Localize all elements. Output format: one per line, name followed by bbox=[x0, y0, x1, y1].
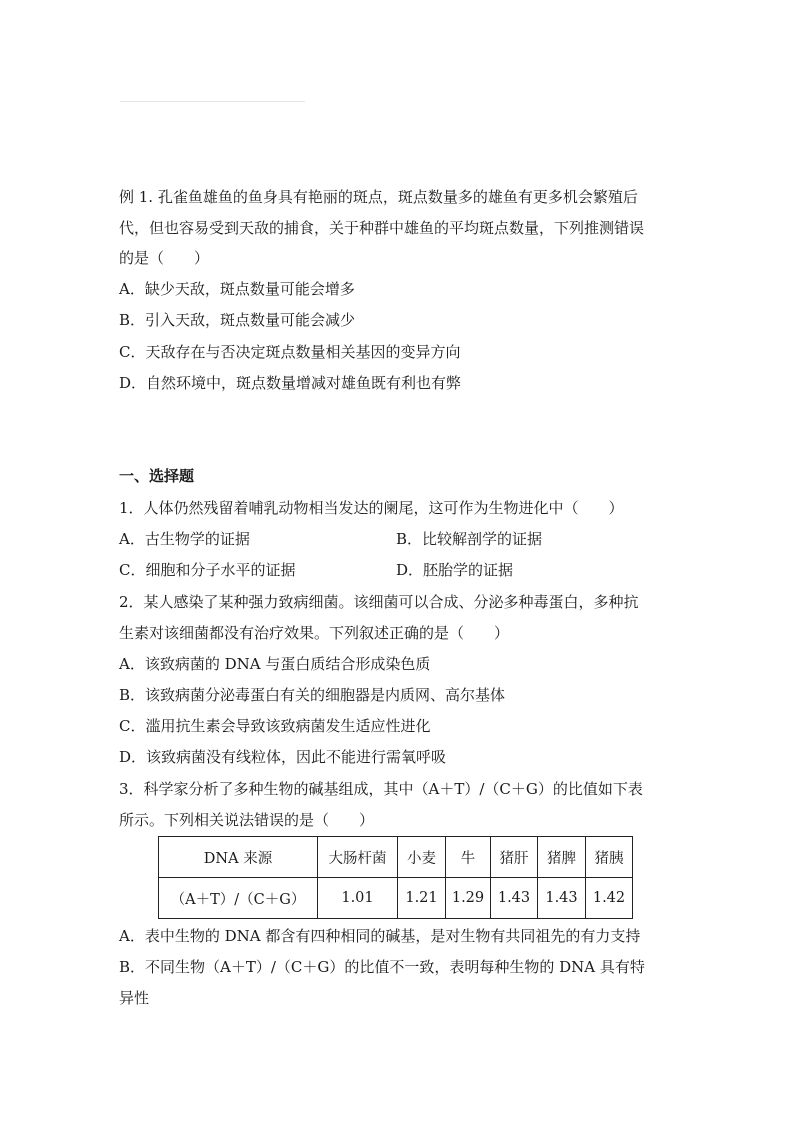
q2-option-b: B．该致病菌分泌毒蛋白有关的细胞器是内质网、高尔基体 bbox=[119, 686, 506, 704]
q1-option-d: D．胚胎学的证据 bbox=[396, 561, 514, 579]
table-cell: 1.01 bbox=[318, 878, 398, 919]
q1-stem: 1．人体仍然残留着哺乳动物相当发达的阑尾，这可作为生物进化中（ ） bbox=[119, 499, 624, 517]
header-rule bbox=[120, 101, 305, 102]
table-cell: 1.43 bbox=[538, 878, 586, 919]
q3-stem-line-1: 3．科学家分析了多种生物的碱基组成，其中（A＋T）/（C＋G）的比值如下表 bbox=[119, 780, 643, 798]
table-header-cell: 大肠杆菌 bbox=[318, 837, 398, 878]
q2-option-d: D．该致病菌没有线粒体，因此不能进行需氧呼吸 bbox=[119, 748, 447, 766]
table-header-cell: DNA 来源 bbox=[159, 837, 318, 878]
table-header-cell: 猪肝 bbox=[491, 837, 538, 878]
q3-option-b-line-2: 异性 bbox=[119, 989, 150, 1007]
q1-option-a: A．古生物学的证据 bbox=[119, 530, 250, 548]
table-cell: （A＋T）/（C＋G） bbox=[159, 878, 318, 919]
q2-option-c: C．滥用抗生素会导致该致病菌发生适应性进化 bbox=[119, 717, 431, 735]
q1-option-c: C．细胞和分子水平的证据 bbox=[119, 561, 296, 579]
q2-stem-line-2: 生素对该细菌都没有治疗效果。下列叙述正确的是（ ） bbox=[119, 624, 510, 642]
q3-option-a: A．表中生物的 DNA 都含有四种相同的碱基，是对生物有共同祖先的有力支持 bbox=[119, 927, 641, 945]
example-stem-line-1: 例 1. 孔雀鱼雄鱼的鱼身具有艳丽的斑点，斑点数量多的雄鱼有更多机会繁殖后 bbox=[119, 188, 638, 206]
table-cell: 1.43 bbox=[491, 878, 538, 919]
example-stem-line-2: 代，但也容易受到天敌的捕食，关于种群中雄鱼的平均斑点数量，下列推测错误 bbox=[119, 219, 645, 237]
table-header-row bbox=[159, 837, 633, 878]
example-stem-line-3: 的是（ ） bbox=[119, 249, 210, 267]
table-header-cell: 牛 bbox=[446, 837, 491, 878]
table-header-cell: 小麦 bbox=[398, 837, 446, 878]
table-row bbox=[159, 878, 633, 919]
q2-option-a: A．该致病菌的 DNA 与蛋白质结合形成染色质 bbox=[119, 655, 431, 673]
q3-stem-line-2: 所示。下列相关说法错误的是（ ） bbox=[119, 811, 375, 829]
q1-option-b: B．比较解剖学的证据 bbox=[396, 530, 543, 548]
table-cell: 1.21 bbox=[398, 878, 446, 919]
table-header-cell: 猪脾 bbox=[538, 837, 586, 878]
table-cell: 1.29 bbox=[446, 878, 491, 919]
example-option-c: C．天敌存在与否决定斑点数量相关基因的变异方向 bbox=[119, 343, 461, 361]
table-cell: 1.42 bbox=[586, 878, 633, 919]
example-option-a: A．缺少天敌，斑点数量可能会增多 bbox=[119, 280, 355, 298]
dna-ratio-table bbox=[158, 836, 633, 919]
q2-stem-line-1: 2．某人感染了某种强力致病细菌。该细菌可以合成、分泌多种毒蛋白，多种抗 bbox=[119, 593, 639, 611]
example-option-d: D．自然环境中，斑点数量增减对雄鱼既有利也有弊 bbox=[119, 374, 462, 392]
example-option-b: B．引入天敌，斑点数量可能会减少 bbox=[119, 311, 356, 329]
table-header-cell: 猪胰 bbox=[586, 837, 633, 878]
section-title: 一、选择题 bbox=[119, 467, 195, 485]
q3-option-b-line-1: B．不同生物（A＋T）/（C＋G）的比值不一致，表明每种生物的 DNA 具有特 bbox=[119, 958, 645, 976]
